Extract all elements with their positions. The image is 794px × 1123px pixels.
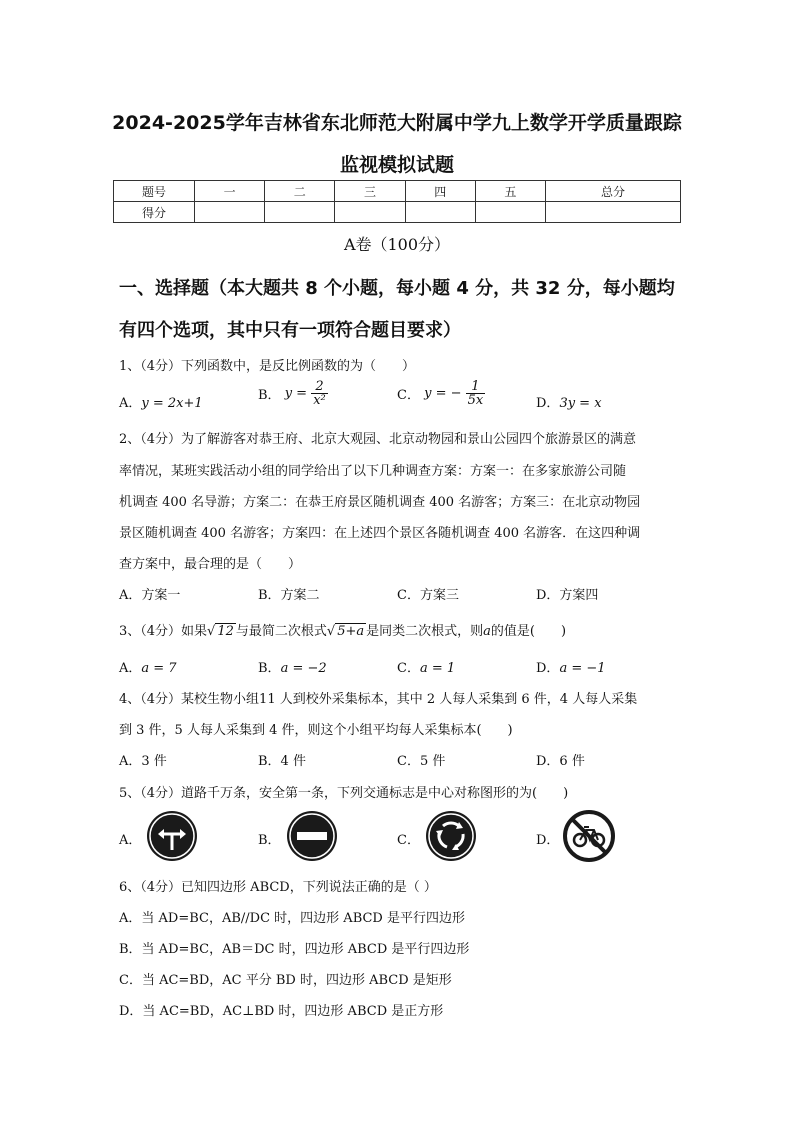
score-cell: 总分 [546, 181, 681, 202]
option-expr: a = 7 [141, 661, 177, 676]
option-expr: a = −1 [559, 661, 606, 676]
fraction-denominator: 5x [467, 393, 484, 408]
q3-stem-part: 3、（4分）如果 [119, 624, 208, 639]
q6-option-c[interactable]: C．当 AC=BD，AC 平分 BD 时，四边形 ABCD 是矩形 [119, 973, 452, 988]
q6-stem: 6、（4分）已知四边形 ABCD，下列说法正确的是（ ） [119, 880, 437, 895]
option-expr-lhs: y = [284, 386, 308, 401]
q1-option-c[interactable] [397, 380, 485, 407]
option-label: A． [119, 661, 142, 676]
q2-stem-line: 2、（4分）为了解游客对恭王府、北京大观园、北京动物园和景山公园四个旅游景区的满意 [119, 432, 637, 447]
option-label: A． [119, 396, 142, 411]
score-cell: 得分 [114, 202, 195, 223]
q3-stem-part: 的值是( ) [490, 624, 567, 639]
radical-sign: √ [326, 624, 336, 639]
score-input-cell[interactable] [405, 202, 475, 223]
q6-option-d[interactable]: D．当 AC=BD，AC⊥BD 时，四边形 ABCD 是正方形 [119, 1004, 444, 1019]
score-input-cell[interactable] [335, 202, 405, 223]
section-a-heading: A卷（100分） [343, 235, 451, 254]
score-input-cell[interactable] [195, 202, 265, 223]
option-expr: a = −2 [280, 661, 327, 676]
q5-option-c-label[interactable]: C． [397, 833, 420, 848]
q2-stem-line: 率情况，某班实践活动小组的同学给出了以下几种调查方案：方案一：在多家旅游公司随 [119, 464, 627, 479]
q1-option-a[interactable] [119, 392, 203, 411]
q4-stem-line: 4、（4分）某校生物小组11 人到校外采集标本，其中 2 人每人采集到 6 件，4 人每人采集 [119, 692, 638, 707]
q1-stem: 1、（4分）下列函数中，是反比例函数的为（ ） [119, 359, 416, 374]
score-input-cell[interactable] [265, 202, 335, 223]
section1-heading-line1: 一、选择题（本大题共 8 个小题，每小题 4 分，共 32 分，每小题均 [119, 278, 675, 299]
section1-heading-line2: 有四个选项，其中只有一项符合题目要求） [119, 320, 461, 341]
fraction-denominator: x² [313, 393, 326, 408]
fraction-numerator: 2 [311, 380, 328, 394]
q5-option-a-label[interactable]: A． [119, 833, 142, 848]
exam-title-line1: 2024-2025学年吉林省东北师范大附属中学九上数学开学质量跟踪 [112, 112, 682, 134]
q2-option-b[interactable]: B．方案二 [258, 588, 320, 603]
option-label: D． [536, 661, 560, 676]
radicand: 12 [217, 624, 234, 639]
q1-option-b[interactable] [258, 380, 328, 407]
score-cell: 三 [335, 181, 405, 202]
fraction [466, 380, 486, 407]
option-expr: y = 2x+1 [141, 396, 203, 411]
radicand: 5+a [337, 624, 365, 639]
q3-option-a[interactable] [119, 657, 177, 676]
roundabout-sign-icon[interactable] [425, 810, 477, 862]
q3-stem [119, 620, 566, 639]
q3-option-c[interactable] [397, 657, 455, 676]
q2-stem-line: 景区随机调查 400 名游客；方案四：在上述四个景区各随机调查 400 名游客．在这四种调 [119, 526, 641, 541]
q2-option-a[interactable]: A．方案一 [119, 588, 181, 603]
score-table [113, 180, 681, 223]
score-table-header-row [114, 181, 681, 202]
variable: a [483, 624, 491, 639]
q3-option-b[interactable] [258, 657, 327, 676]
score-input-cell[interactable] [475, 202, 545, 223]
q2-option-c[interactable]: C．方案三 [397, 588, 459, 603]
option-label: C． [397, 388, 420, 403]
q4-option-b[interactable]: B．4 件 [258, 754, 306, 769]
q3-option-d[interactable] [536, 657, 606, 676]
radical-sign: √ [207, 624, 216, 639]
score-cell: 题号 [114, 181, 195, 202]
score-cell: 一 [195, 181, 265, 202]
option-label: D． [536, 396, 560, 411]
q6-option-a[interactable]: A．当 AD=BC，AB//DC 时，四边形 ABCD 是平行四边形 [119, 911, 465, 926]
q3-stem-part: 与最简二次根式 [235, 624, 327, 639]
q2-stem-line: 机调查 400 名导游；方案二：在恭王府景区随机调查 400 名游客；方案三：在北京动物园 [119, 495, 641, 510]
no-entry-sign-icon[interactable] [286, 810, 338, 862]
q2-stem-line: 查方案中，最合理的是（ ） [119, 557, 302, 572]
fraction [311, 380, 328, 407]
q3-stem-part: 是同类二次根式，则 [366, 624, 484, 639]
option-label: B． [258, 388, 281, 403]
score-input-cell[interactable] [546, 202, 681, 223]
q5-option-b-label[interactable]: B． [258, 833, 281, 848]
q4-option-c[interactable]: C．5 件 [397, 754, 446, 769]
no-bicycle-sign-icon[interactable] [563, 810, 615, 862]
exam-title-line2: 监视模拟试题 [339, 154, 454, 176]
option-label: C． [397, 661, 420, 676]
option-expr: a = 1 [419, 661, 456, 676]
q1-option-d[interactable] [536, 392, 602, 411]
option-expr-lhs: y = − [424, 386, 462, 401]
q5-stem: 5、（4分）道路千万条，安全第一条，下列交通标志是中心对称图形的为( ) [119, 786, 569, 801]
q4-option-a[interactable]: A．3 件 [119, 754, 167, 769]
fraction-numerator: 1 [466, 380, 486, 394]
q5-option-d-label[interactable]: D． [536, 833, 560, 848]
score-cell: 四 [405, 181, 475, 202]
option-expr: 3y = x [559, 396, 602, 411]
option-label: B． [258, 661, 281, 676]
q4-stem-line: 到 3 件，5 人每人采集到 4 件，则这个小组平均每人采集标本( ) [119, 723, 513, 738]
score-table-score-row [114, 202, 681, 223]
q4-option-d[interactable]: D．6 件 [536, 754, 585, 769]
score-cell: 二 [265, 181, 335, 202]
q6-option-b[interactable]: B．当 AD=BC，AB＝DC 时，四边形 ABCD 是平行四边形 [119, 942, 470, 957]
score-cell: 五 [475, 181, 545, 202]
turn-left-right-arrow-sign-icon[interactable] [146, 810, 198, 862]
q2-option-d[interactable]: D．方案四 [536, 588, 599, 603]
